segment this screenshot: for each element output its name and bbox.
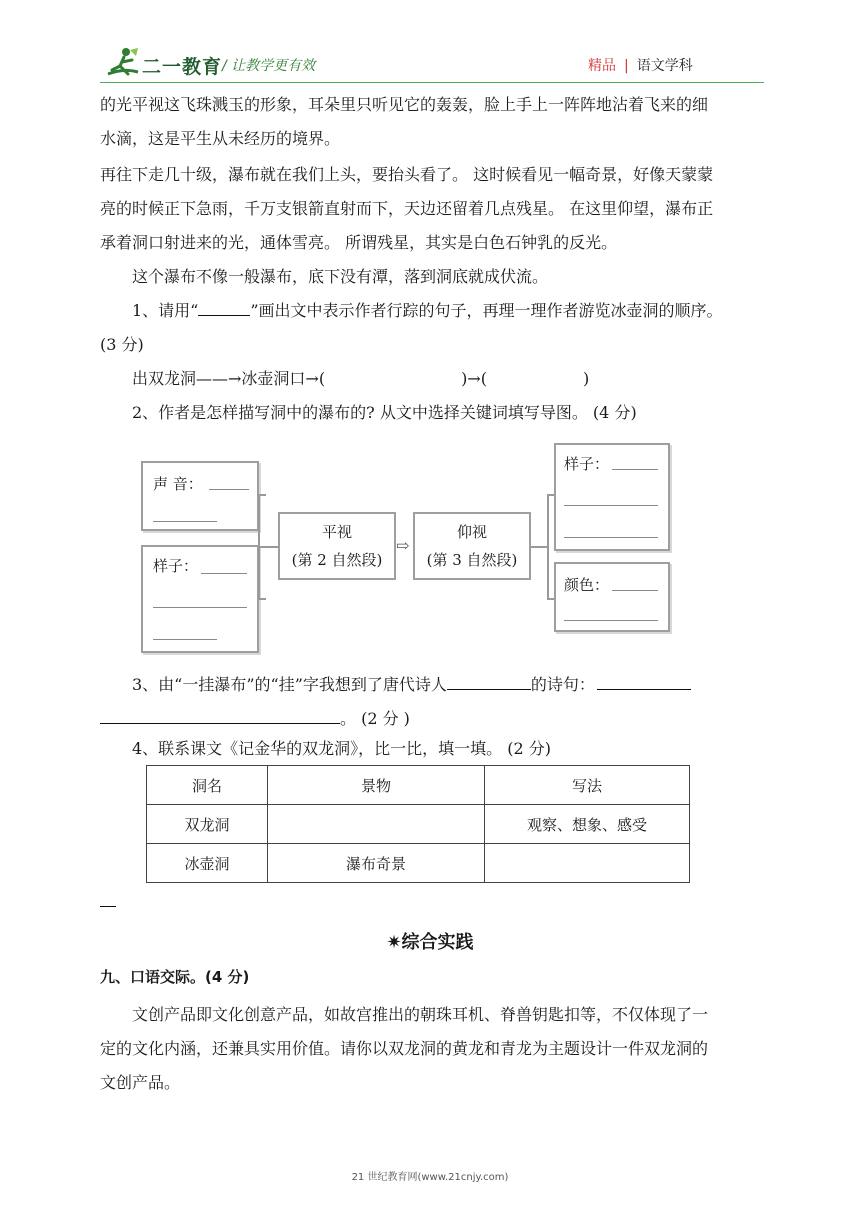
q3-text-b: 的诗句： <box>530 675 595 694</box>
connector <box>531 546 547 548</box>
header-right <box>588 55 693 75</box>
table-header-row <box>147 766 690 805</box>
table-row <box>147 844 690 883</box>
header-divider <box>100 82 764 83</box>
table-cell: 瀑布奇景 <box>268 844 485 883</box>
passage-line: 承着洞口射进来的光，通体雪亮。 所谓残星，其实是白色石钟乳的反光。 <box>100 233 618 252</box>
question-9-title: 九、口语交际。(4 分) <box>100 968 250 986</box>
question-4: 4、联系课文《记金华的双龙洞》，比一比，填一填。 (2 分) <box>132 739 552 758</box>
shape-blank-3[interactable] <box>564 537 658 538</box>
connector <box>547 598 554 600</box>
up-view-box <box>413 512 531 580</box>
table-header: 景物 <box>268 766 485 805</box>
passage-line: 再往下走几十级，瀑布就在我们上头，要抬头看了。 这时候看见一幅奇景，好像天蒙蒙 <box>100 165 714 184</box>
page-header <box>0 0 860 84</box>
color-blank[interactable] <box>612 590 658 591</box>
question-1 <box>132 294 723 328</box>
shape-blank-3[interactable] <box>153 639 217 640</box>
sound-box <box>141 461 259 531</box>
passage-line: 水滴，这是平生从未经历的境界。 <box>100 129 341 148</box>
q1-underline-sample <box>198 297 250 316</box>
page-footer: 21 世纪教育网(www.21cnjy.com) <box>351 1172 509 1183</box>
shape-box-right <box>554 443 670 551</box>
shape-blank[interactable] <box>201 573 247 574</box>
route-mid: )→( <box>461 369 487 388</box>
table-header: 写法 <box>485 766 690 805</box>
table-cell: 冰壶洞 <box>147 844 268 883</box>
table-row <box>147 805 690 844</box>
shape-label-right: 样子： <box>564 455 610 473</box>
color-blank-2[interactable] <box>564 620 658 621</box>
color-box <box>554 562 670 632</box>
sound-blank-2[interactable] <box>153 521 217 522</box>
passage-line: 这个瀑布不像一般瀑布，底下没有潭，落到洞底就成伏流。 <box>132 267 549 286</box>
flat-view-sub: (第 2 自然段) <box>291 551 383 569</box>
shape-blank[interactable] <box>612 469 658 470</box>
q1-text-a: 1、请用“ <box>132 301 199 320</box>
up-view-title: 仰视 <box>456 523 487 541</box>
comparison-table <box>146 765 690 883</box>
poem-blank[interactable] <box>597 671 691 690</box>
route-end: ) <box>582 369 590 388</box>
q3-score: 。 (2 分 ) <box>340 709 410 728</box>
shape-box-left <box>141 545 259 653</box>
passage-line: 亮的时候正下急雨，千万支银箭直射而下，天边还留着几点残星。 在这里仰望，瀑布正 <box>100 199 714 218</box>
question-2: 2、作者是怎样描写洞中的瀑布的? 从文中选择关键词填写导图。 (4 分) <box>132 403 637 422</box>
table-cell: 双龙洞 <box>147 805 268 844</box>
flat-view-box <box>278 512 396 580</box>
table-cell: 观察、想象、感受 <box>485 805 690 844</box>
logo-text: 二一教育 <box>142 56 223 78</box>
sound-blank[interactable] <box>209 489 249 490</box>
table-header: 洞名 <box>147 766 268 805</box>
premium-badge: 精品 <box>588 58 616 74</box>
q3-line-2 <box>100 702 410 736</box>
poem-blank-2[interactable] <box>100 705 340 724</box>
slogan: / 让教学更有效 <box>222 58 316 74</box>
connector <box>547 494 554 496</box>
q1-route <box>132 362 589 396</box>
shape-label-left: 样子： <box>153 557 199 575</box>
shape-blank-2[interactable] <box>564 505 658 506</box>
connector <box>258 598 266 600</box>
short-rule <box>100 906 116 907</box>
q1-text-b: ”画出文中表示作者行踪的句子，再理一理作者游览冰壶洞的顺序。 <box>250 301 723 320</box>
q9-line: 定的文化内涵，还兼具实用价值。请你以双龙洞的黄龙和青龙为主题设计一件双龙洞的 <box>100 1039 709 1058</box>
section-title: ✷综合实践 <box>386 932 474 953</box>
header-separator: | <box>624 58 629 74</box>
question-3 <box>132 668 691 702</box>
table-cell-blank[interactable] <box>485 844 690 883</box>
route-start: 出双龙洞——→冰壶洞口→( <box>132 369 326 388</box>
poet-blank[interactable] <box>447 671 531 690</box>
shape-blank-2[interactable] <box>153 607 247 608</box>
passage-line: 的光平视这飞珠溅玉的形象，耳朵里只听见它的轰轰，脸上手上一阵阵地沾着飞来的细 <box>100 95 709 114</box>
flat-view-title: 平视 <box>321 523 352 541</box>
arrow-icon: ⇨ <box>396 536 410 555</box>
q9-line: 文创产品即文化创意产品，如故宫推出的朝珠耳机、脊兽钥匙扣等，不仅体现了一 <box>132 1005 709 1024</box>
q1-score: (3 分) <box>100 335 144 354</box>
q9-line: 文创产品。 <box>100 1073 181 1092</box>
table-cell-blank[interactable] <box>268 805 485 844</box>
up-view-sub: (第 3 自然段) <box>426 551 518 569</box>
q3-text-a: 3、由“一挂瀑布”的“挂”字我想到了唐代诗人 <box>132 675 447 694</box>
subject-label: 语文学科 <box>636 58 693 74</box>
connector <box>547 494 549 600</box>
connector <box>260 546 278 548</box>
connector <box>258 494 266 496</box>
color-label: 颜色： <box>564 576 610 594</box>
sound-label: 声 音： <box>153 475 203 493</box>
